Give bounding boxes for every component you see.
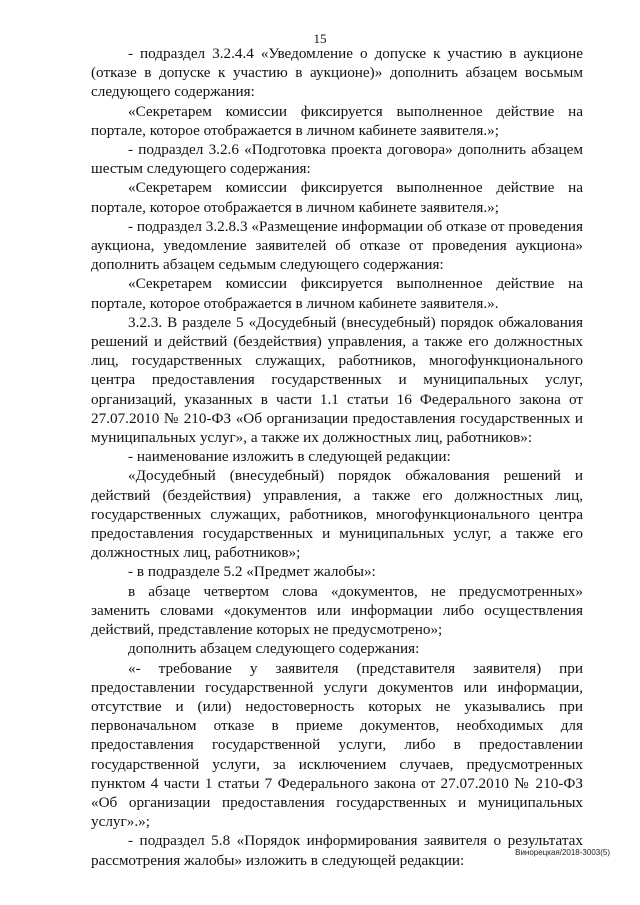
paragraph: 3.2.3. В разделе 5 «Досудебный (внесудебный) порядок обжалования решений и действий (бездействия) управления, а также его должностных лиц, государственных служащих, работников, многофункционального центра предоставления государственных и муниципальных услуг, организаций, указанных в части 1.1 статьи 16 Федерального закона от 27.07.2010 № 210-ФЗ «Об организации предоставления государственных и муниципальных услуг», а также их должностных лиц, работников»:	[91, 313, 583, 447]
paragraph: - подраздел 3.2.8.3 «Размещение информации об отказе от проведения аукциона, уведомление заявителей об отказе от проведения аукциона» дополнить абзацем седьмым следующего содержания:	[91, 217, 584, 274]
page-number: 15	[313, 31, 327, 46]
paragraph: - в подразделе 5.2 «Предмет жалобы»:	[128, 563, 376, 581]
paragraph: дополнить абзацем следующего содержания:	[128, 640, 420, 658]
paragraph: - подраздел 3.2.6 «Подготовка проекта договора» дополнить абзацем шестым следующего содержания:	[91, 141, 583, 178]
paragraph: в абзаце четвертом слова «документов, не предусмотренных» заменить словами «документов или информации либо осуществления действий, представление которых не предусмотрено»;	[91, 582, 583, 639]
paragraph: «- требование у заявителя (представителя заявителя) при предоставлении государственной услуги документов или информации, отсутствие и (или) недостоверность которых не указывались при первоначальном отказе в приеме документов, необходимых для предоставления государственной услуги, либо в предоставлении государственной услуги, за исключением случаев, предусмотренных пунктом 4 части 1 статьи 7 Федерального закона от 27.07.2010 № 210-ФЗ «Об организации предоставления государственных и муниципальных услуг».»;	[91, 659, 583, 831]
paragraph: «Секретарем комиссии фиксируется выполненное действие на портале, которое отображается в личном кабинете заявителя.»;	[91, 102, 583, 139]
paragraph: - наименование изложить в следующей редакции:	[128, 448, 451, 466]
document-body	[91, 44, 583, 870]
paragraph: «Секретарем комиссии фиксируется выполненное действие на портале, которое отображается в личном кабинете заявителя.»;	[91, 179, 583, 216]
paragraph: «Досудебный (внесудебный) порядок обжалования решений и действий (бездействия) управления, а также его должностных лиц, государственных служащих, работников, многофункционального центра предоставления государственных и муниципальных услуг, а также его должностных лиц, работников»;	[91, 467, 583, 562]
paragraph: - подраздел 5.8 «Порядок информирования заявителя о результатах рассмотрения жалобы» изложить в следующей редакции:	[91, 832, 583, 869]
paragraph: - подраздел 3.2.4.4 «Уведомление о допуске к участию в аукционе (отказе в допуске к участию в аукционе)» дополнить абзацем восьмым следующего содержания:	[91, 45, 583, 101]
footer-reference: Винорецкая/2018-3003(5)	[515, 848, 610, 857]
paragraph: «Секретарем комиссии фиксируется выполненное действие на портале, которое отображается в личном кабинете заявителя.».	[91, 275, 583, 312]
